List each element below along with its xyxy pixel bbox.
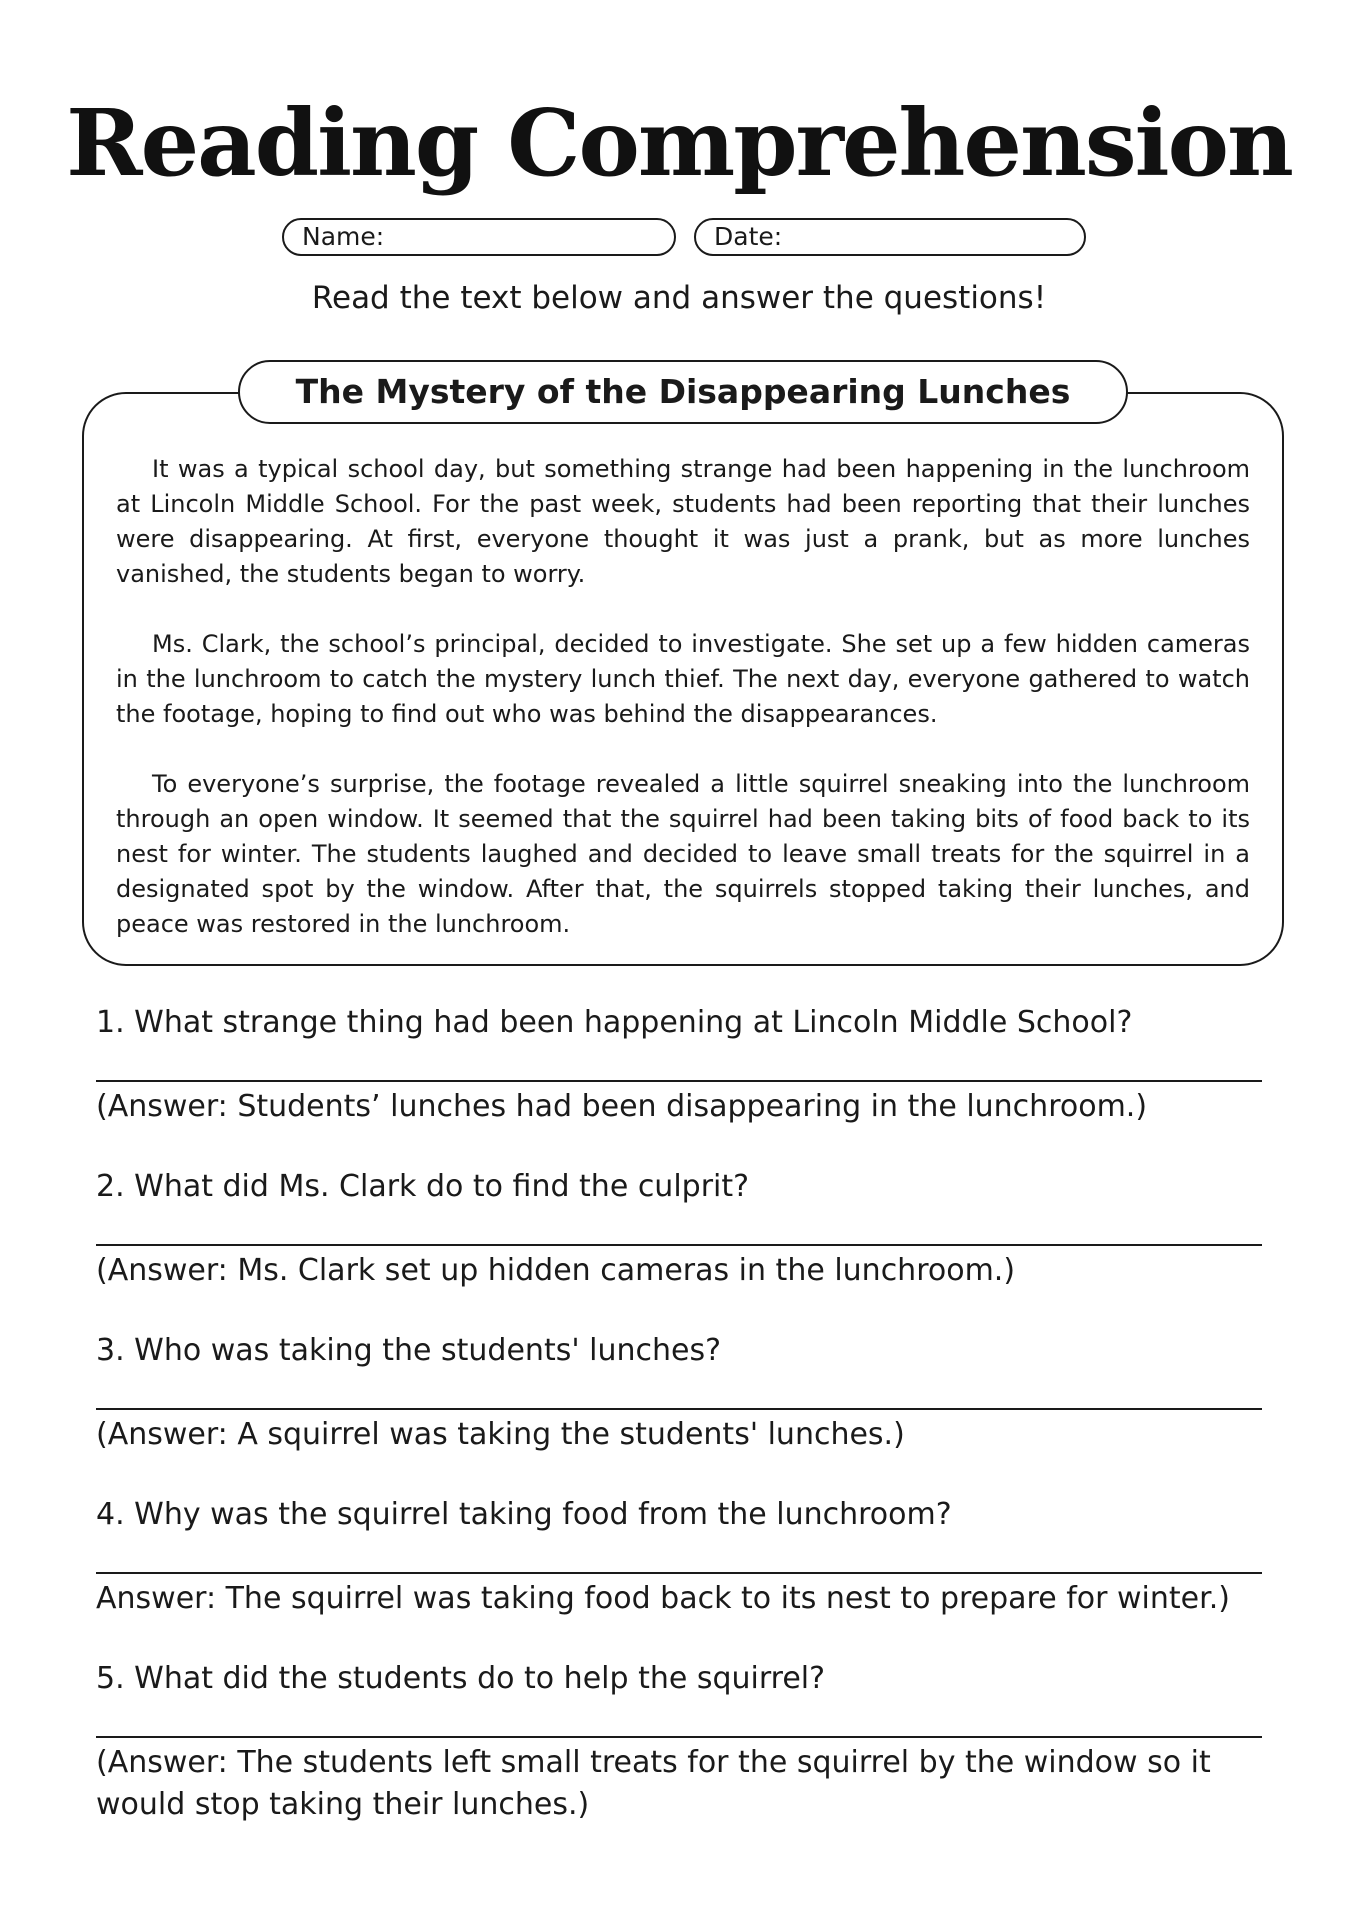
story-body	[116, 452, 1250, 942]
questions-section	[96, 1002, 1262, 1828]
answer-line[interactable]	[96, 1408, 1262, 1410]
instructions-text: Read the text below and answer the questions!	[311, 280, 1047, 316]
page-title: Reading Comprehension	[66, 89, 1292, 197]
question-item	[96, 1494, 1262, 1658]
question-text: 2. What did Ms. Clark do to find the culprit?	[96, 1169, 750, 1204]
story-paragraph: To everyone’s surprise, the footage revealed a little squirrel sneaking into the lunchroom through an open window. It seemed that the squirrel had been taking bits of food back to its nest for winter. The students laughed and decided to leave small treats for the squirrel in a designated spot by the window. After that, the squirrels stopped taking their lunches, and peace was restored in the lunchroom.	[116, 770, 1250, 938]
question-text: 5. What did the students do to help the squirrel?	[96, 1661, 826, 1696]
question-text: 1. What strange thing had been happening at Lincoln Middle School?	[96, 1005, 1133, 1040]
answer-line[interactable]	[96, 1572, 1262, 1574]
question-item	[96, 1658, 1262, 1828]
name-field[interactable]	[282, 218, 676, 256]
answer-line[interactable]	[96, 1080, 1262, 1082]
name-label: Name:	[302, 222, 385, 251]
question-item	[96, 1330, 1262, 1494]
question-item	[96, 1166, 1262, 1330]
date-field[interactable]	[694, 218, 1086, 256]
answer-line[interactable]	[96, 1244, 1262, 1246]
answer-text: Answer: The squirrel was taking food back to its nest to prepare for winter.)	[96, 1581, 1230, 1616]
story-paragraph: Ms. Clark, the school’s principal, decided to investigate. She set up a few hidden cameras in the lunchroom to catch the mystery lunch thief. The next day, everyone gathered to watch the footage, hoping to find out who was behind the disappearances.	[116, 630, 1250, 728]
question-item	[96, 1002, 1262, 1166]
answer-text: (Answer: Ms. Clark set up hidden cameras in the lunchroom.)	[96, 1253, 1016, 1288]
story-title: The Mystery of the Disappearing Lunches	[238, 360, 1128, 424]
question-text: 3. Who was taking the students' lunches?	[96, 1333, 722, 1368]
answer-text: (Answer: A squirrel was taking the students' lunches.)	[96, 1417, 905, 1452]
answer-text: (Answer: The students left small treats for the squirrel by the window so it would stop taking their lunches.)	[96, 1745, 1211, 1822]
question-text: 4. Why was the squirrel taking food from the lunchroom?	[96, 1497, 952, 1532]
story-paragraph: It was a typical school day, but something strange had been happening in the lunchroom at Lincoln Middle School. For the past week, students had been reporting that their lunches were disappearing. At first, everyone thought it was just a prank, but as more lunches vanished, the students began to worry.	[116, 455, 1250, 588]
answer-text: (Answer: Students’ lunches had been disappearing in the lunchroom.)	[96, 1089, 1148, 1124]
date-label: Date:	[714, 222, 783, 251]
answer-line[interactable]	[96, 1736, 1262, 1738]
